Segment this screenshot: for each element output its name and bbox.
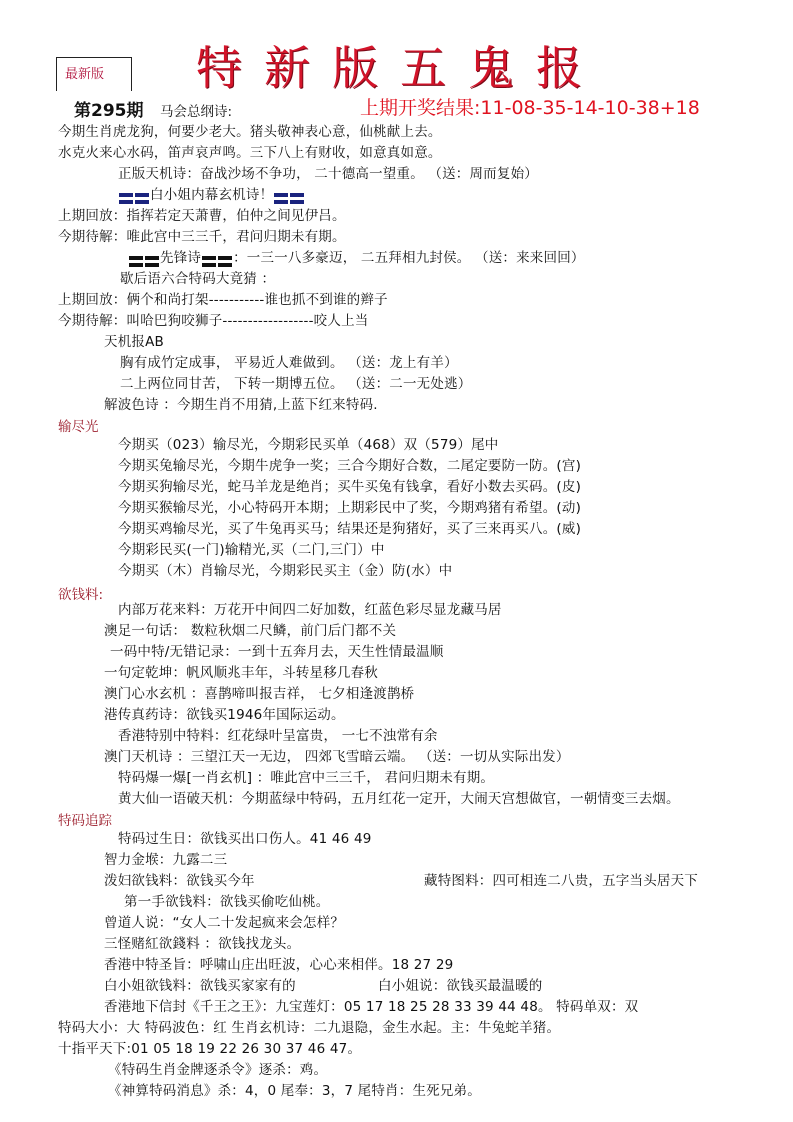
list-item: 内部万花来料：万花开中间四二好加数，红蓝色彩尽显龙藏马居 <box>118 602 502 618</box>
xianfeng-poem <box>128 249 585 267</box>
list-item: 一句定乾坤：帆风顺兆丰年，斗转星移几春秋 <box>104 665 378 681</box>
list-item: 香港地下信封《千王之王》：九宝莲灯：05 17 18 25 28 33 39 44 48。 特码单双：双 <box>104 999 639 1015</box>
section-header-lose-all: 输尽光 <box>58 419 99 435</box>
section-header-money-hints: 欲钱料: <box>58 587 104 603</box>
tianji-line: 胸有成竹定成事， 平易近人难做到。 （送：龙上有羊） <box>120 355 458 371</box>
list-item: 今期买（木）肖输尽光，今期彩民买主（金）防(水）中 <box>118 563 453 579</box>
list-item: 今期彩民买(一门)输精光,买（二门,三门）中 <box>118 542 385 558</box>
list-item: 特码大小：大 特码波色：红 生肖玄机诗：二九退隐，金生水起。主：牛兔蛇羊猪。 <box>58 1020 561 1036</box>
list-item: 特码过生日：欲钱买出口伤人。41 46 49 <box>118 831 372 847</box>
last-draw-label: 上期开奖结果: <box>360 97 481 119</box>
section-header-special-tracking: 特码追踪 <box>58 813 112 829</box>
zhengban-poem: 正版天机诗：奋战沙场不争功， 二十德高一望重。 （送：周而复始） <box>118 166 538 182</box>
list-item: 曾道人说：“女人二十发起疯来会怎样？ <box>104 915 345 931</box>
list-item: 黄大仙一语破天机：今期蓝绿中特码，五月红花一定开，大闹天宫想做官，一朝情变三去烟。 <box>118 791 680 807</box>
list-item: 澳门天机诗 ：三望江天一无边， 四郊飞雪暗云端。 （送：一切从实际出发） <box>104 749 570 765</box>
list-item: 十指平天下:01 05 18 19 22 26 30 37 46 47。 <box>58 1041 362 1057</box>
issue-number: 第295期 <box>74 101 144 121</box>
list-item: 澳门心水玄机 ：喜鹊啼叫报吉祥， 七夕相逢渡鹊桥 <box>104 686 415 702</box>
list-item: 港传真药诗：欲钱买1946年国际运动。 <box>104 707 345 723</box>
this-issue-solve: 今期待解：唯此宫中三三千，君问归期未有期。 <box>58 229 346 245</box>
xianfeng-body: ：一三一八多豪迈， 二五拜相九封侯。 （送：来来回回） <box>233 250 585 266</box>
list-item-side: 白小姐说：欲钱买最温暖的 <box>378 978 543 994</box>
last-draw-result <box>360 93 700 120</box>
list-item: 白小姐欲钱料：欲钱买家家有的 <box>104 978 296 994</box>
issue-subtitle: 马会总纲诗: <box>160 104 233 120</box>
list-item: 香港特别中特料：红花绿叶呈富贵， 一七不浊常有余 <box>118 728 438 744</box>
list-item: 今期买鸡输尽光，买了牛兔再买马；结果还是狗猪好，买了三来再买八。(威) <box>118 521 582 537</box>
list-item: 《特码生肖金牌逐杀令》逐杀：鸡。 <box>108 1062 328 1078</box>
bar-decoration-icon <box>128 249 160 261</box>
bai-title: 白小姐内幕玄机诗！ <box>150 187 274 203</box>
list-item-side: 藏特图料：四可相连二八贵，五字当头居天下 <box>424 873 698 889</box>
bar-decoration-icon <box>201 249 233 261</box>
list-item: 智力金堠：九露二三 <box>104 852 228 868</box>
poem-line: 今期生肖虎龙狗，何要少老大。猪头敬神表心意，仙桃献上去。 <box>58 124 442 140</box>
poem-line: 水克火来心水码，笛声哀声鸣。三下八上有财收，如意真如意。 <box>58 145 442 161</box>
last-review: 上期回放：指挥若定天萧曹，伯仲之间见伊吕。 <box>58 208 346 224</box>
list-item: 今期买狗输尽光，蛇马羊龙是绝肖；买牛买兔有钱拿，看好小数去买码。(皮) <box>118 479 582 495</box>
list-item: 特码爆一爆[一肖玄机] ：唯此宫中三三千， 君问归期未有期。 <box>118 770 495 786</box>
list-item: 今期买（023）输尽光，今期彩民买单（468）双（579）尾中 <box>118 437 499 453</box>
page-title: 特新版五鬼报 <box>196 41 604 95</box>
last-review: 上期回放：俩个和尚打架-----------谁也抓不到谁的辫子 <box>58 292 388 308</box>
this-issue-solve: 今期待解：叫哈巴狗咬狮子------------------咬人上当 <box>58 313 369 329</box>
latest-edition-badge <box>56 57 132 91</box>
bai-xiaojie-heading <box>118 186 305 204</box>
xiehouyu-heading: 歇后语六合特码大竟猜 ： <box>120 271 276 287</box>
jiebo-poem: 解波色诗 ：今期生肖不用猜,上蓝下红来特码. <box>104 397 378 413</box>
list-item: 今期买兔输尽光，今期牛虎争一奖；三合今期好合数，二尾定要防一防。(宫) <box>118 458 582 474</box>
xianfeng-title: 先锋诗 <box>160 250 202 266</box>
list-item: 《神算特码消息》杀：4，0 尾奉：3，7 尾特肖：生死兄弟。 <box>108 1083 481 1099</box>
bar-decoration-icon <box>118 186 150 198</box>
list-item: 香港中特圣旨：呼啸山庄出旺波，心心来相伴。18 27 29 <box>104 957 454 973</box>
list-item: 澳足一句话： 数粒秋烟二尺鳞，前门后门都不关 <box>104 623 397 639</box>
list-item: 泼妇欲钱料：欲钱买今年 <box>104 873 255 889</box>
list-item: 一码中特/无错记录：一到十五奔月去，天生性情最温顺 <box>110 644 444 660</box>
badge-label: 最新版 <box>65 67 105 82</box>
list-item: 今期买猴输尽光，小心特码开本期；上期彩民中了奖，今期鸡猪有希望。(动) <box>118 500 582 516</box>
list-item: 第一手欲钱料：欲钱买偷吃仙桃。 <box>124 894 330 910</box>
tianji-heading: 天机报AB <box>104 334 164 350</box>
list-item: 三怪赌紅欲錢料 ：欲钱找龙头。 <box>104 936 301 952</box>
bar-decoration-icon <box>273 186 305 198</box>
last-draw-numbers: 11-08-35-14-10-38+18 <box>480 97 700 119</box>
tianji-line: 二上两位同甘苦， 下转一期博五位。 （送：二一无处逃） <box>120 376 472 392</box>
